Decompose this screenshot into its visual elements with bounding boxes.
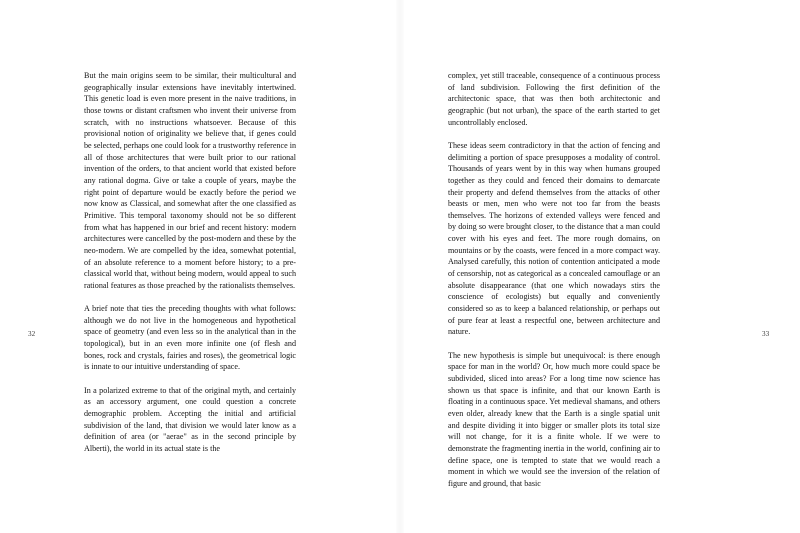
paragraph: The new hypothesis is simple but unequivocal: is there enough space for man in the world? Or, how much more could space be subdivided, sliced into areas? For a long time now science has shown us that space is infinite, and that our known Earth is floating in a continuous space. Yet medieval shamans, and others even older, already knew that the Earth is a single spatial unit and despite dividing it into bigger or smaller plots its total size will not change, for it is a finite whole. If we were to demonstrate the fragmenting inertia in the world, confining air to define space, one is tempted to state that we would reach a moment in which we would see the inversion of the relation of figure and ground, that basic: [448, 350, 660, 488]
paragraph: In a polarized extreme to that of the original myth, and certainly as an accessory argument, one could question a concrete demographic problem. Accepting the initial and artificial subdivision of the land, that division we would later know as a definition of area (or "aerae" as in the second principle by Alberti), the world in its actual state is the: [84, 385, 296, 453]
page-number-right: 33: [762, 330, 770, 338]
left-page-text-column: [84, 70, 296, 466]
right-page: [400, 0, 800, 533]
paragraph: A brief note that ties the preceding thoughts with what follows: although we do not live in the homogeneous and hypothetical space of geometry (and even less so in the analytical than in the topological), but in an even more infinite one (of flesh and bones, rock and crystals, fairies and roses), the geometrical logic is innate to our intuitive understanding of space.: [84, 304, 296, 372]
right-page-text-column: [448, 70, 660, 501]
paragraph: But the main origins seem to be similar, their multicultural and geographically insular extensions have inevitably intertwined. This genetic load is even more present in the naive traditions, in those towns or distant craftsmen who invent their universe from scratch, with no instructions whatsoever. Because of this provisional notion of originality we believe that, if genes could be selected, perhaps one could look for a trustworthy reference in all of those architectures that were built prior to our rational invention of the orders, to that ancient world that existed before any rational dogma. Give or take a couple of years, maybe the right point of departure would be exactly before the period we now know as Classical, and somewhat after the one classified as Primitive. This temporal taxonomy should not be so different from what has happened in our brief and recent history: modern architectures were cancelled by the post-modern and these by the neo-modern. We are compelled by the idea, somewhat potential, of an absolute reference to a moment before history; to a pre-classical world that, without being modern, would appeal to such rational features as those preached by the rationalists themselves.: [84, 71, 296, 290]
page-number-left: 32: [28, 330, 36, 338]
paragraph: complex, yet still traceable, consequence of a continuous process of land subdivision. Following the first definition of the architectonic space, that was then both architectonic and geographic (but not urban), the space of the earth started to get uncontrollably enclosed.: [448, 71, 660, 127]
paragraph: These ideas seem contradictory in that the action of fencing and delimiting a portion of space presupposes a modality of control. Thousands of years went by in this way when humans grouped together as they could and fenced their domains to demarcate their property and defend themselves from the attacks of other beasts or men, men who were not too far from the beasts themselves. The horizons of extended valleys were fenced and by doing so were brought closer, to the distance that a man could cover with his eyes and feet. The more rough domains, on mountains or by the coasts, were fenced in a more compact way. Analysed carefully, this notion of contention anticipated a mode of censorship, not as categorical as a concealed camouflage or an absolute disappearance (that one which nowadays stirs the conscience of ecologists) but equally and conveniently considered so as to keep a balanced relationship, or perhaps out of pure fear at least a respectful one, between architecture and nature.: [448, 140, 660, 337]
